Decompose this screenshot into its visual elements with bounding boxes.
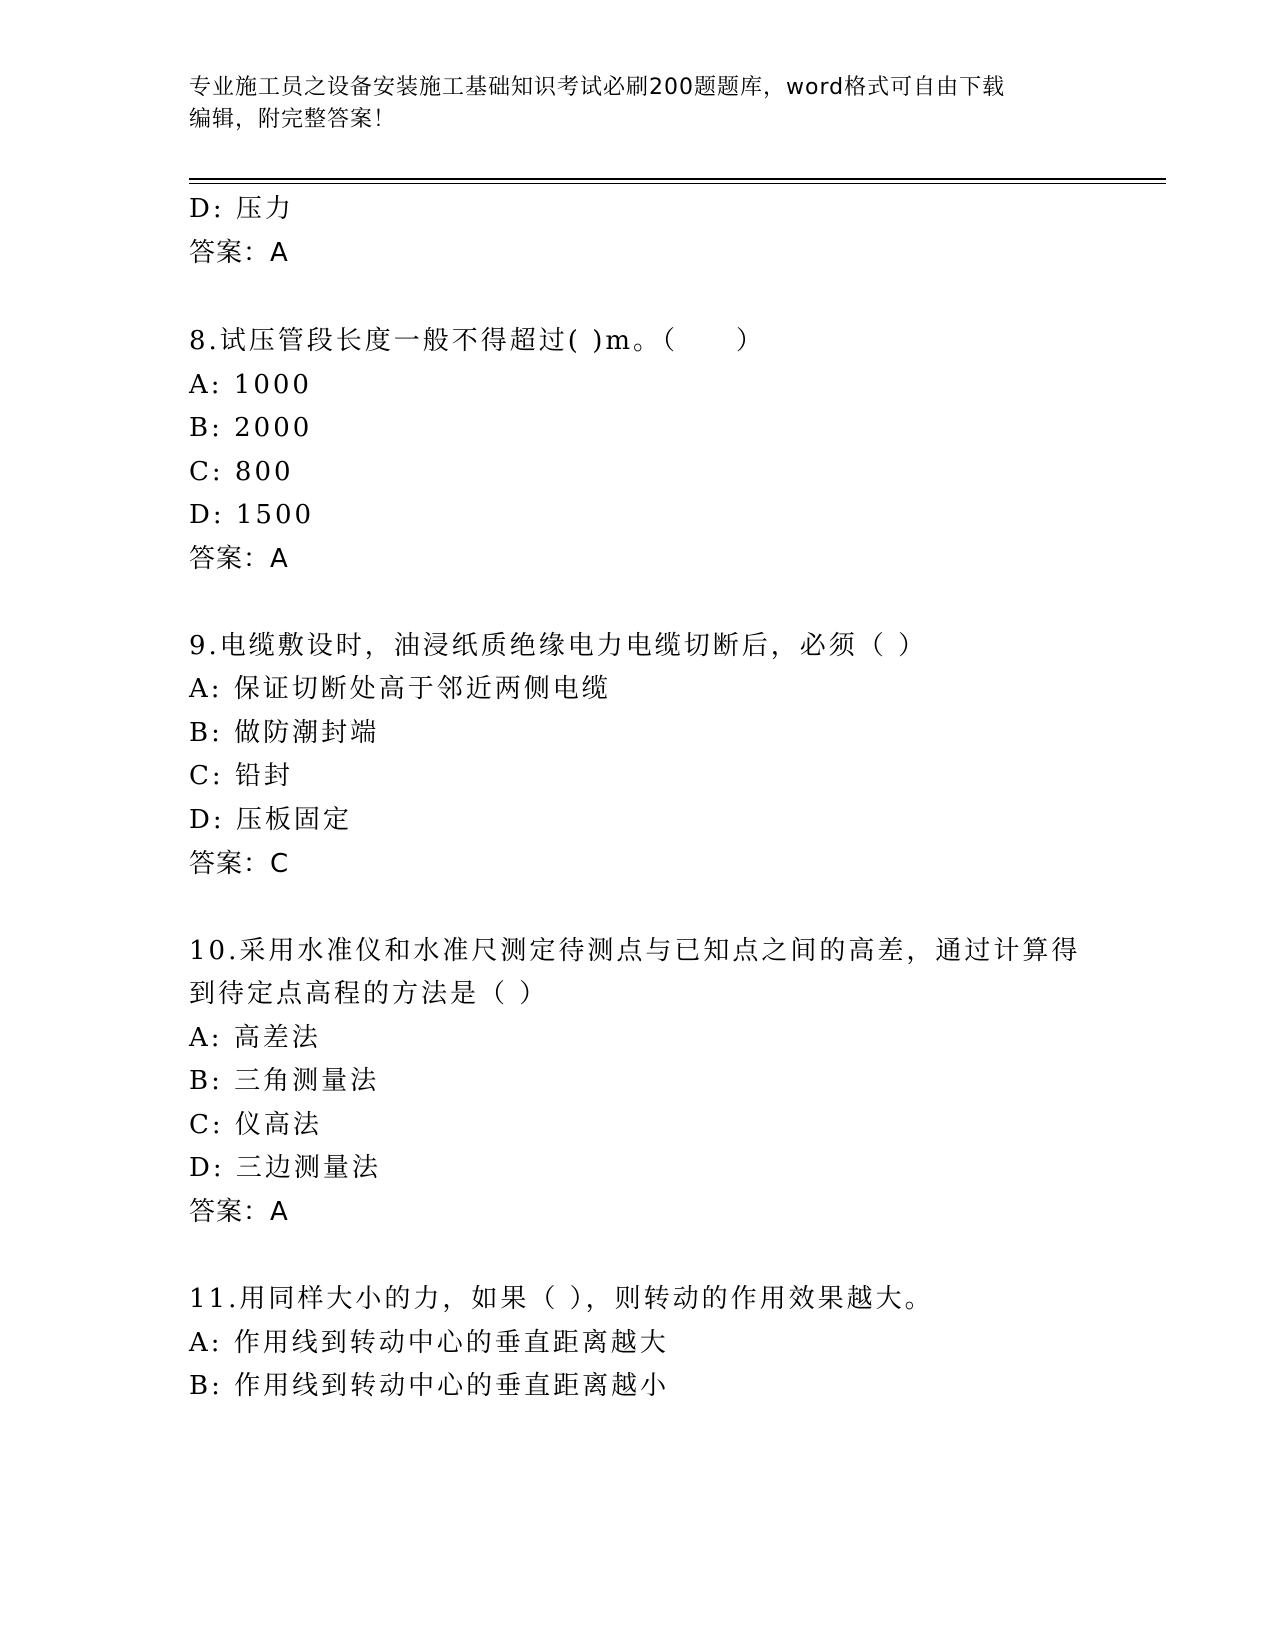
question-10-answer: 答案：A — [189, 1197, 289, 1227]
question-8-answer: 答案：A — [189, 544, 289, 574]
question-10-option-b: B: 三角测量法 — [189, 1066, 380, 1096]
prev-question-option-d: D: 压力 — [189, 194, 294, 224]
question-11-option-b: B: 作用线到转动中心的垂直距离越小 — [189, 1371, 670, 1401]
question-10-stem-line-1: 10.采用水准仪和水准尺测定待测点与已知点之间的高差，通过计算得 — [189, 936, 1081, 966]
header-divider-thick — [189, 178, 1166, 180]
question-9-option-b: B: 做防潮封端 — [189, 718, 380, 748]
question-11-stem: 11.用同样大小的力，如果（ ），则转动的作用效果越大。 — [189, 1284, 934, 1314]
header-title-line-2: 编辑，附完整答案！ — [189, 107, 397, 132]
document-header — [189, 72, 1069, 136]
question-9-option-c: C: 铅封 — [189, 761, 293, 791]
question-8-option-b: B: 2000 — [189, 413, 313, 443]
header-divider-thin — [189, 183, 1166, 184]
question-8-option-a: A: 1000 — [189, 370, 312, 400]
question-10-option-d: D: 三边测量法 — [189, 1153, 381, 1183]
question-10-option-a: A: 高差法 — [189, 1023, 321, 1053]
question-9-option-d: D: 压板固定 — [189, 805, 352, 835]
question-8-option-c: C: 800 — [189, 457, 294, 487]
question-9-stem: 9.电缆敷设时，油浸纸质绝缘电力电缆切断后，必须（ ） — [189, 631, 928, 661]
header-title-line-1: 专业施工员之设备安装施工基础知识考试必刷200题题库，word格式可自由下载 — [189, 75, 1006, 100]
question-8-option-d: D: 1500 — [189, 500, 315, 530]
question-9-answer: 答案：C — [189, 849, 290, 879]
question-8-stem: 8.试压管段长度一般不得超过( )m。（ ） — [189, 326, 766, 356]
question-11-option-a: A: 作用线到转动中心的垂直距离越大 — [189, 1328, 669, 1358]
question-10-option-c: C: 仪高法 — [189, 1110, 322, 1140]
question-10-stem-line-2: 到待定点高程的方法是（ ） — [189, 979, 549, 1009]
question-9-option-a: A: 保证切断处高于邻近两侧电缆 — [189, 674, 611, 704]
prev-question-answer: 答案：A — [189, 238, 289, 268]
